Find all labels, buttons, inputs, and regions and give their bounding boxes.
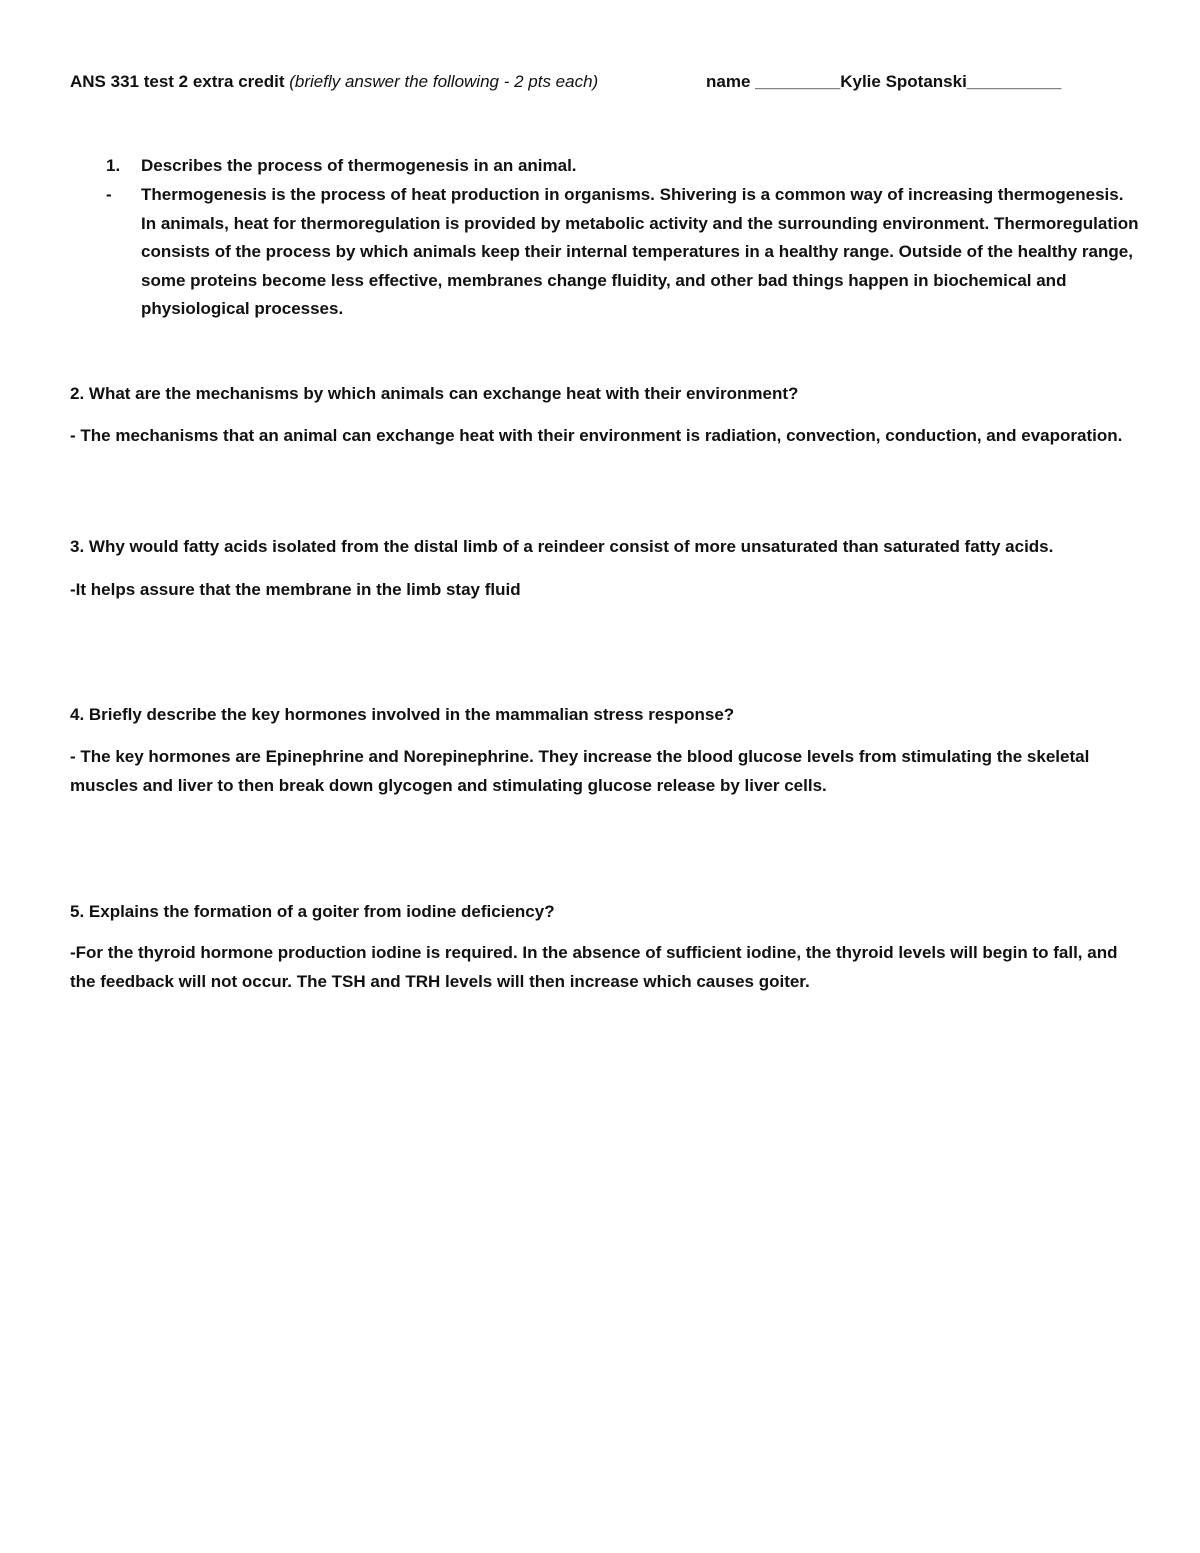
instructions: (briefly answer the following - 2 pts each) [289,72,599,91]
answer-4: - The key hormones are Epinephrine and Norepinephrine. They increase the blood glucose levels from stimulating the skeletal muscles and liver to then break down glycogen and stimulating glucose release by liver cells. [70,747,1090,795]
question-5: 5. Explains the formation of a goiter from iodine deficiency? [70,902,555,921]
question-2: 2. What are the mechanisms by which animals can exchange heat with their environment? [70,384,799,403]
answer-1-text: Thermogenesis is the process of heat production in organisms. Shivering is a common way of increasing thermogenesis. In animals, heat for thermoregulation is provided by metabolic activity and the surrounding environment. Thermoregulation consists of the process by which animals keep their internal temperatures in a healthy range. Outside of the healthy range, some proteins become less effective, membranes change fluidity, and other bad things happen in biochemical and physiological processes. [141,185,1139,318]
answer-5: -For the thyroid hormone production iodine is required. In the absence of sufficient iodine, the thyroid levels will begin to fall, and the feedback will not occur. The TSH and TRH levels will then increase which causes goiter. [70,943,1118,991]
question-1-text: Describes the process of thermogenesis in an animal. [141,156,577,175]
document-header [70,72,598,92]
question-3: 3. Why would fatty acids isolated from the distal limb of a reindeer consist of more unsaturated than saturated fatty acids. [70,537,1054,556]
question-1-number: 1. [106,156,121,175]
answer-2: - The mechanisms that an animal can exchange heat with their environment is radiation, convection, conduction, and evaporation. [70,426,1123,445]
course-title: ANS 331 test 2 extra credit [70,72,285,91]
answer-1-marker: - [106,185,112,204]
student-name: name _________Kylie Spotanski__________ [706,72,1062,91]
answer-3: -It helps assure that the membrane in the limb stay fluid [70,580,521,599]
question-4: 4. Briefly describe the key hormones involved in the mammalian stress response? [70,705,735,724]
